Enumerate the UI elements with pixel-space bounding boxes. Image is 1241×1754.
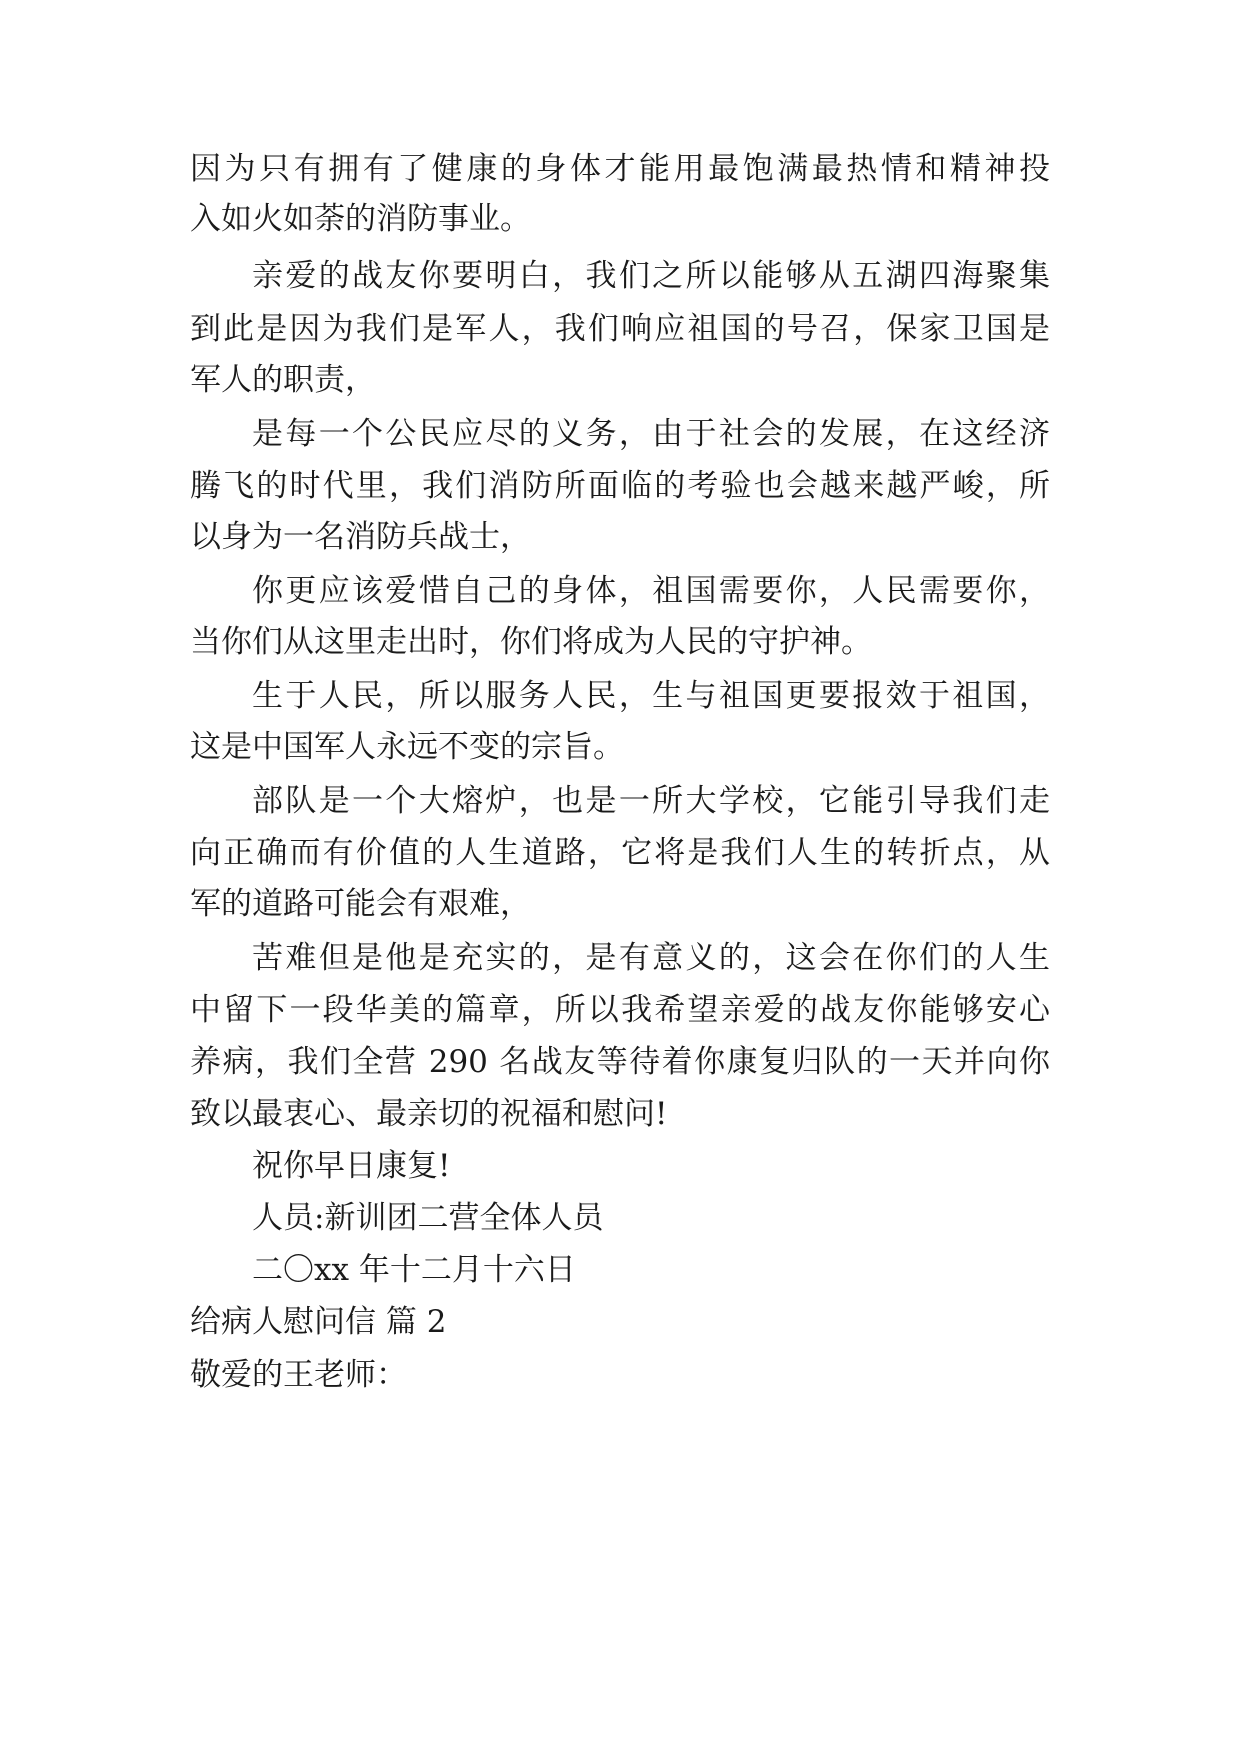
paragraph-line: 军人的职责， <box>190 362 376 398</box>
paragraph-line: 到此是因为我们是军人，我们响应祖国的号召，保家卫国是 <box>190 311 1050 347</box>
paragraph-line: 军的道路可能会有艰难， <box>190 886 531 922</box>
paragraph-line: 当你们从这里走出时，你们将成为人民的守护神。 <box>190 624 872 660</box>
section-title: 给病人慰问信 篇 2 <box>190 1304 447 1340</box>
paragraph-line: 养病，我们全营 290 名战友等待着你康复归队的一天并向你 <box>190 1044 1050 1080</box>
paragraph-line: 你更应该爱惜自己的身体，祖国需要你，人民需要你， <box>252 573 1050 609</box>
paragraph-line: 入如火如荼的消防事业。 <box>190 201 531 237</box>
paragraph-line: 中留下一段华美的篇章，所以我希望亲爱的战友你能够安心 <box>190 992 1050 1028</box>
paragraph-line: 以身为一名消防兵战士， <box>190 519 531 555</box>
paragraph-line: 腾飞的时代里，我们消防所面临的考验也会越来越严峻，所 <box>190 468 1050 504</box>
signature-line: 人员:新训团二营全体人员 <box>252 1200 604 1236</box>
paragraph-line: 亲爱的战友你要明白，我们之所以能够从五湖四海聚集 <box>252 258 1050 294</box>
closing-wish: 祝你早日康复! <box>252 1148 451 1184</box>
paragraph-line: 这是中国军人永远不变的宗旨。 <box>190 729 624 765</box>
paragraph-line: 致以最衷心、最亲切的祝福和慰问! <box>190 1096 668 1132</box>
paragraph-line: 因为只有拥有了健康的身体才能用最饱满最热情和精神投 <box>190 151 1050 187</box>
date-line: 二〇xx 年十二月十六日 <box>252 1252 576 1288</box>
paragraph-line: 苦难但是他是充实的，是有意义的，这会在你们的人生 <box>252 940 1050 976</box>
salutation-line: 敬爱的王老师： <box>190 1357 407 1393</box>
paragraph-line: 向正确而有价值的人生道路，它将是我们人生的转折点，从 <box>190 835 1050 871</box>
paragraph-line: 是每一个公民应尽的义务，由于社会的发展，在这经济 <box>252 416 1050 452</box>
paragraph-line: 部队是一个大熔炉，也是一所大学校，它能引导我们走 <box>252 783 1050 819</box>
paragraph-line: 生于人民，所以服务人民，生与祖国更要报效于祖国， <box>252 678 1050 714</box>
